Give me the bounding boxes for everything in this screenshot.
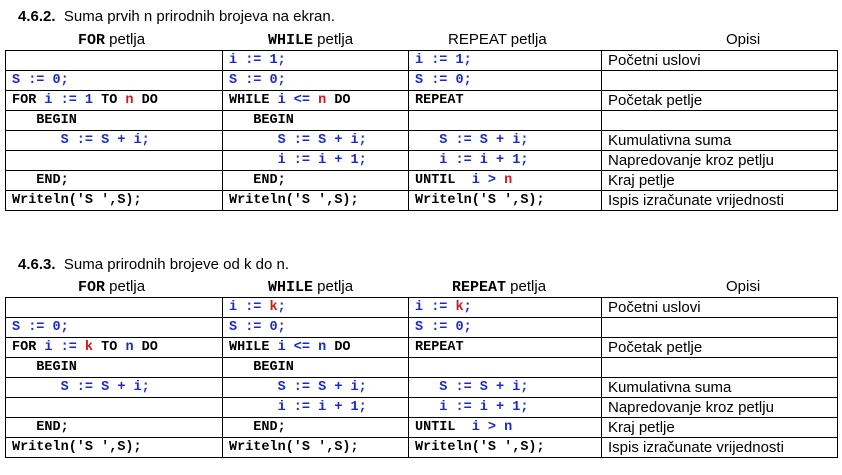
code-token: S := 0; — [12, 73, 69, 88]
code-token: ; — [463, 300, 472, 315]
code-token: END; — [12, 420, 69, 435]
section-2-title: Suma prirodnih brojeve od k do n. — [63, 256, 290, 273]
for-code-cell — [6, 358, 223, 378]
repeat-code-cell — [409, 91, 602, 111]
code-token: k — [84, 340, 94, 355]
section-1-column-headers — [0, 31, 842, 49]
header-opisi: Opisi — [726, 278, 761, 295]
code-token: END; — [229, 173, 286, 188]
code-token: k — [269, 300, 278, 315]
code-token: S := 0; — [229, 73, 286, 88]
code-token: i > n — [471, 420, 513, 435]
code-token: WHILE — [229, 93, 278, 108]
code-token: REPEAT — [415, 340, 464, 355]
while-code-cell — [223, 191, 409, 211]
code-token: i := — [44, 340, 85, 355]
table-row — [6, 358, 838, 378]
for-code-cell — [6, 71, 223, 91]
while-code-cell — [223, 171, 409, 191]
section-2-heading — [18, 256, 289, 273]
repeat-code-cell — [409, 318, 602, 338]
repeat-code-cell — [409, 111, 602, 131]
repeat-code-cell — [409, 171, 602, 191]
code-token: S := S + i; — [12, 133, 150, 148]
for-code-cell — [6, 318, 223, 338]
repeat-code-cell — [409, 338, 602, 358]
code-token: S := 0; — [415, 320, 472, 335]
while-code-cell — [223, 398, 409, 418]
code-token: S := S + i; — [415, 380, 529, 395]
code-token: n — [125, 340, 134, 355]
table-row — [6, 71, 838, 91]
code-token: ; — [277, 300, 286, 315]
section-2-column-headers — [0, 278, 842, 296]
table-row — [6, 51, 838, 71]
table-row — [6, 318, 838, 338]
description-cell: Početni uslovi — [602, 298, 838, 318]
while-code-cell — [223, 91, 409, 111]
code-token: n — [318, 340, 327, 355]
for-code-cell — [6, 51, 223, 71]
description-cell: Početni uslovi — [602, 51, 838, 71]
code-token: END; — [12, 173, 69, 188]
code-token: Writeln('S ',S); — [12, 440, 142, 455]
header-repeat: REPEAT petlja — [448, 31, 547, 48]
repeat-code-cell — [409, 131, 602, 151]
code-token: i := — [415, 300, 456, 315]
code-token: DO — [133, 93, 158, 108]
table-row — [6, 378, 838, 398]
code-token: DO — [326, 340, 351, 355]
code-token: Writeln('S ',S); — [229, 193, 359, 208]
for-code-cell — [6, 438, 223, 458]
code-token: n — [318, 93, 327, 108]
code-token: Writeln('S ',S); — [415, 193, 545, 208]
while-code-cell — [223, 151, 409, 171]
for-code-cell — [6, 91, 223, 111]
header-for: FOR petlja — [78, 278, 146, 296]
while-code-cell — [223, 318, 409, 338]
code-token: S := 0; — [415, 73, 472, 88]
code-token: S := S + i; — [415, 133, 529, 148]
description-cell — [602, 71, 838, 91]
for-code-cell — [6, 398, 223, 418]
repeat-code-cell — [409, 191, 602, 211]
code-token: BEGIN — [229, 113, 294, 128]
code-token: TO — [93, 340, 126, 355]
code-token: i := i + 1; — [415, 400, 529, 415]
while-code-cell — [223, 418, 409, 438]
table-row — [6, 151, 838, 171]
code-token: S := 0; — [12, 320, 69, 335]
header-while: WHILE petlja — [268, 31, 354, 49]
code-token: BEGIN — [12, 113, 77, 128]
description-cell: Ispis izračunate vrijednosti — [602, 191, 838, 211]
repeat-code-cell — [409, 378, 602, 398]
section-1-number: 4.6.2. — [18, 8, 56, 25]
section-1-title: Suma prvih n prirodnih brojeva na ekran. — [63, 8, 335, 25]
table-row — [6, 191, 838, 211]
while-code-cell — [223, 111, 409, 131]
table-row — [6, 398, 838, 418]
description-cell — [602, 318, 838, 338]
for-code-cell — [6, 418, 223, 438]
description-cell — [602, 358, 838, 378]
repeat-code-cell — [409, 298, 602, 318]
code-token: i := 1 — [44, 93, 94, 108]
section-2-table — [5, 297, 838, 458]
code-token: TO — [93, 93, 126, 108]
header-opisi: Opisi — [726, 31, 761, 48]
for-code-cell — [6, 131, 223, 151]
code-token: S := S + i; — [12, 380, 150, 395]
table-row — [6, 171, 838, 191]
while-code-cell — [223, 338, 409, 358]
header-while: WHILE petlja — [268, 278, 354, 296]
table-row — [6, 131, 838, 151]
for-code-cell — [6, 378, 223, 398]
for-code-cell — [6, 151, 223, 171]
while-code-cell — [223, 51, 409, 71]
code-token: n — [125, 93, 134, 108]
description-cell: Kraj petlje — [602, 418, 838, 438]
code-token: S := S + i; — [229, 133, 367, 148]
description-cell: Početak petlje — [602, 91, 838, 111]
while-code-cell — [223, 71, 409, 91]
table-row — [6, 111, 838, 131]
description-cell: Kumulativna suma — [602, 378, 838, 398]
code-token: DO — [133, 340, 158, 355]
for-code-cell — [6, 191, 223, 211]
for-code-cell — [6, 171, 223, 191]
description-cell: Ispis izračunate vrijednosti — [602, 438, 838, 458]
while-code-cell — [223, 438, 409, 458]
repeat-code-cell — [409, 151, 602, 171]
code-token: BEGIN — [229, 360, 294, 375]
for-code-cell — [6, 338, 223, 358]
table-row — [6, 418, 838, 438]
repeat-code-cell — [409, 398, 602, 418]
description-cell: Napredovanje kroz petlju — [602, 151, 838, 171]
code-token: FOR — [12, 340, 45, 355]
code-token: i <= — [277, 93, 319, 108]
code-token: i > — [471, 173, 505, 188]
code-token: END; — [229, 420, 286, 435]
code-token: i <= — [277, 340, 319, 355]
while-code-cell — [223, 298, 409, 318]
repeat-code-cell — [409, 358, 602, 378]
description-cell: Napredovanje kroz petlju — [602, 398, 838, 418]
table-row — [6, 438, 838, 458]
repeat-code-cell — [409, 71, 602, 91]
code-token: i := i + 1; — [415, 153, 529, 168]
table-row — [6, 298, 838, 318]
table-row — [6, 338, 838, 358]
code-token: i := 1; — [229, 53, 286, 68]
section-1-heading — [18, 8, 335, 25]
code-token: S := S + i; — [229, 380, 367, 395]
code-token: i := i + 1; — [229, 153, 367, 168]
header-for: FOR petlja — [78, 31, 146, 49]
repeat-code-cell — [409, 418, 602, 438]
code-token: UNTIL — [415, 420, 472, 435]
repeat-code-cell — [409, 438, 602, 458]
code-token: i := i + 1; — [229, 400, 367, 415]
while-code-cell — [223, 378, 409, 398]
for-code-cell — [6, 111, 223, 131]
description-cell: Početak petlje — [602, 338, 838, 358]
table-row — [6, 91, 838, 111]
code-token: i := 1; — [415, 53, 472, 68]
code-token: Writeln('S ',S); — [229, 440, 359, 455]
code-token: REPEAT — [415, 93, 464, 108]
code-token: DO — [326, 93, 351, 108]
section-1-table — [5, 50, 838, 211]
code-token: WHILE — [229, 340, 278, 355]
repeat-code-cell — [409, 51, 602, 71]
code-token: BEGIN — [12, 360, 77, 375]
description-cell — [602, 111, 838, 131]
while-code-cell — [223, 131, 409, 151]
code-token: S := 0; — [229, 320, 286, 335]
description-cell: Kumulativna suma — [602, 131, 838, 151]
code-token: i := — [229, 300, 270, 315]
code-token: n — [504, 173, 513, 188]
code-token: FOR — [12, 93, 45, 108]
code-token: UNTIL — [415, 173, 472, 188]
while-code-cell — [223, 358, 409, 378]
header-repeat: REPEAT petlja — [452, 278, 547, 296]
code-token: k — [455, 300, 464, 315]
code-token: Writeln('S ',S); — [12, 193, 142, 208]
for-code-cell — [6, 298, 223, 318]
code-token: Writeln('S ',S); — [415, 440, 545, 455]
description-cell: Kraj petlje — [602, 171, 838, 191]
section-2-number: 4.6.3. — [18, 256, 56, 273]
